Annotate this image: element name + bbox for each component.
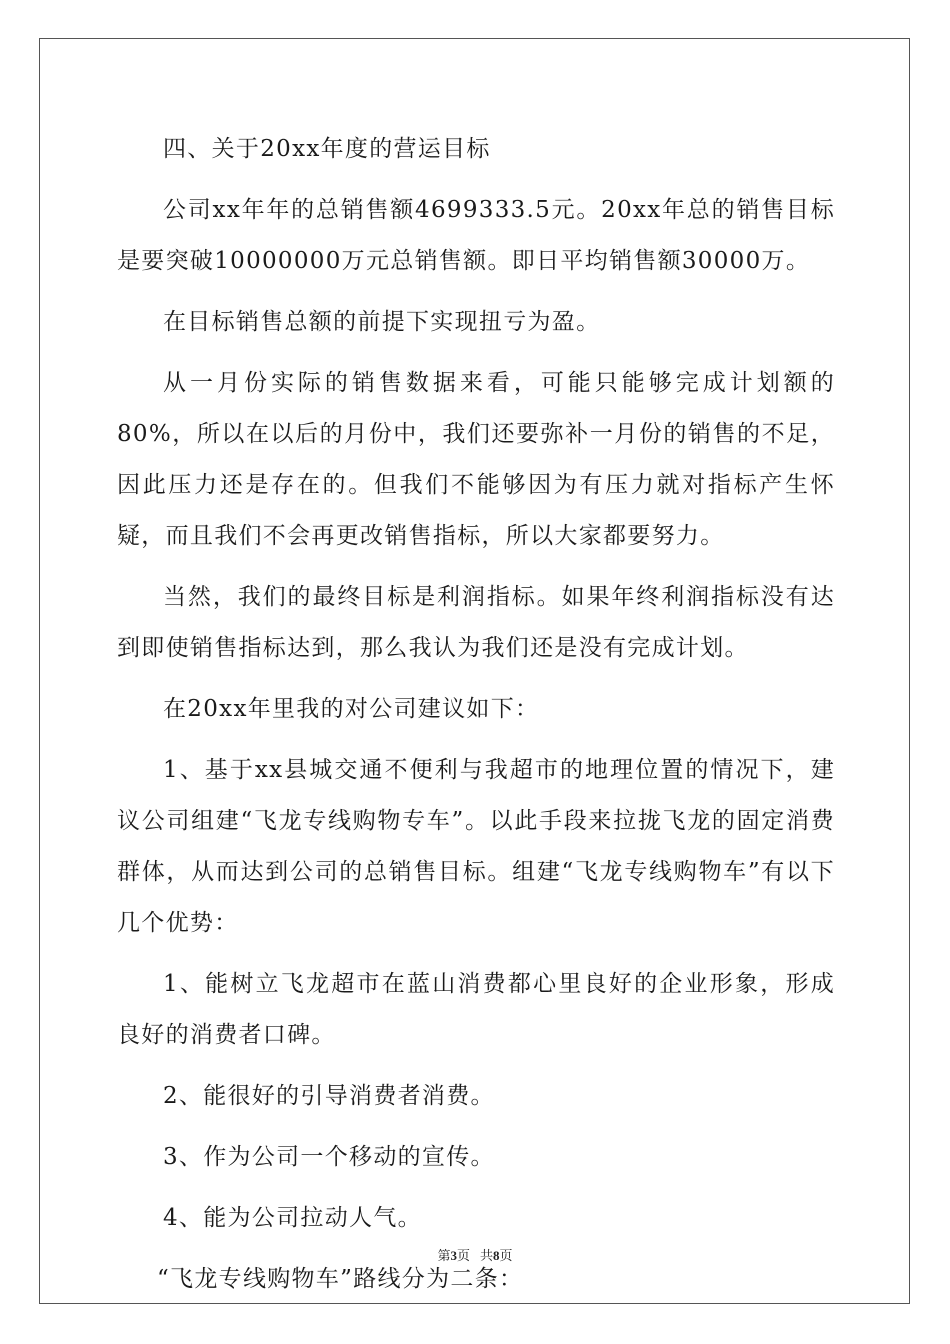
page-prefix: 第 [437, 1249, 451, 1264]
section-heading: 四、关于20xx年度的营运目标 [163, 136, 491, 162]
paragraph-routes: “飞龙专线购物车”路线分为二条： [157, 1266, 524, 1292]
page-current: 3 [450, 1248, 457, 1263]
paragraph-suggestions-intro: 在20xx年里我的对公司建议如下： [163, 696, 540, 722]
paragraph-suggestion-1: 1、基于xx县城交通不便利与我超市的地理位置的情况下，建议公司组建“飞龙专线购物专车”。以此手段来拉拢飞龙的固定消费群体，从而达到公司的总销售目标。组建“飞龙专线购物车”有以下几个优势： [117, 757, 835, 936]
total-prefix: 共 [480, 1249, 494, 1264]
page-total: 8 [493, 1248, 500, 1263]
page-footer [0, 1245, 950, 1264]
list-item-advantage-1: 1、能树立飞龙超市在蓝山消费都心里良好的企业形象，形成良好的消费者口碑。 [117, 971, 835, 1048]
paragraph-final-target: 当然，我们的最终目标是利润指标。如果年终利润指标没有达到即使销售指标达到，那么我认为我们还是没有完成计划。 [117, 584, 835, 661]
list-item-advantage-3: 3、作为公司一个移动的宣传。 [163, 1144, 495, 1170]
paragraph-january-data: 从一月份实际的销售数据来看，可能只能够完成计划额的80%，所以在以后的月份中，我们还要弥补一月份的销售的不足，因此压力还是存在的。但我们不能够因为有压力就对指标产生怀疑，而且我们不会再更改销售指标，所以大家都要努力。 [117, 370, 835, 549]
paragraph-profit-goal: 在目标销售总额的前提下实现扭亏为盈。 [163, 309, 601, 335]
total-unit: 页 [499, 1249, 513, 1264]
page-unit: 页 [456, 1249, 470, 1264]
document-body [117, 124, 835, 1315]
list-item-advantage-2: 2、能很好的引导消费者消费。 [163, 1083, 495, 1109]
paragraph-sales-target: 公司xx年年的总销售额4699333.5元。20xx年总的销售目标是要突破10000000万元总销售额。即日平均销售额30000万。 [117, 197, 835, 274]
list-item-advantage-4: 4、能为公司拉动人气。 [163, 1205, 422, 1231]
